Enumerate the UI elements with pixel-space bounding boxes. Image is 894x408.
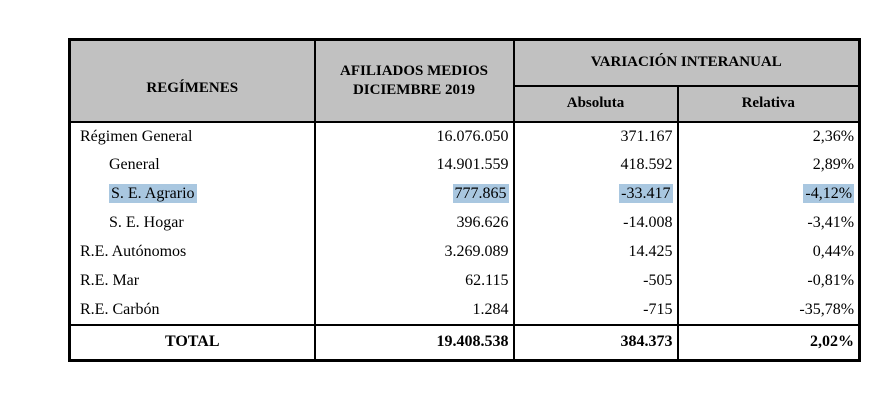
regime-label: Régimen General: [80, 127, 193, 145]
relativa-cell: [678, 151, 860, 180]
regime-label: R.E. Mar: [80, 272, 140, 289]
header-regimenes: REGÍMENES: [70, 40, 315, 122]
absoluta-cell: [514, 296, 678, 325]
relativa-value: 0,44%: [812, 243, 855, 260]
header-afiliados-line2: DICIEMBRE 2019: [352, 81, 476, 98]
total-afiliados-cell: [315, 325, 514, 361]
total-label-cell: [70, 325, 315, 361]
afiliados-value: 16.076.050: [436, 127, 509, 145]
regime-label-cell: [70, 151, 315, 180]
absoluta-value-highlighted: -33.417: [621, 185, 671, 202]
afiliados-value: 62.115: [465, 272, 509, 289]
absoluta-cell: [514, 151, 678, 180]
regime-label-cell: [70, 296, 315, 325]
afiliados-cell: [315, 180, 514, 209]
regime-label: S. E. Hogar: [109, 214, 184, 231]
table-row-re-autonomos: [70, 238, 860, 267]
relativa-value-highlighted: -4,12%: [805, 185, 853, 202]
absoluta-value: 14.425: [628, 243, 673, 260]
relativa-cell: [678, 180, 860, 209]
absoluta-value: -505: [643, 272, 673, 289]
afiliados-cell: [315, 209, 514, 238]
relativa-value: 2,36%: [812, 127, 855, 145]
afiliados-value: 1.284: [472, 300, 509, 318]
header-row-top: [70, 40, 860, 86]
total-label: TOTAL: [164, 333, 220, 351]
header-absoluta: Absoluta: [514, 86, 678, 122]
affiliation-table: [68, 38, 861, 362]
absoluta-cell: [514, 209, 678, 238]
table-row-general: [70, 151, 860, 180]
table-row-re-carbon: [70, 296, 860, 325]
table-row-total: [70, 325, 860, 361]
absoluta-value: -715: [643, 300, 673, 318]
regime-label: R.E. Carbón: [80, 300, 160, 318]
afiliados-value-highlighted: 777.865: [454, 185, 507, 202]
table-row-se-hogar: [70, 209, 860, 238]
relativa-cell: [678, 296, 860, 325]
relativa-value: -0,81%: [807, 272, 855, 289]
afiliados-value: 3.269.089: [444, 243, 509, 260]
header-relativa: Relativa: [678, 86, 860, 122]
regime-label-cell: [70, 238, 315, 267]
relativa-value: -3,41%: [807, 214, 855, 231]
total-relativa-cell: [678, 325, 860, 361]
relativa-cell: [678, 238, 860, 267]
afiliados-value: 14.901.559: [436, 156, 509, 173]
table-row-se-agrario: [70, 180, 860, 209]
absoluta-cell: [514, 180, 678, 209]
afiliados-cell: [315, 296, 514, 325]
afiliados-cell: [315, 151, 514, 180]
header-afiliados-line1: AFILIADOS MEDIOS: [340, 63, 488, 79]
absoluta-cell: [514, 238, 678, 267]
regime-label-cell: [70, 122, 315, 151]
total-absoluta-cell: [514, 325, 678, 361]
absoluta-cell: [514, 267, 678, 296]
relativa-value: -35,78%: [799, 300, 855, 318]
absoluta-value: 371.167: [620, 127, 673, 145]
afiliados-cell: [315, 122, 514, 151]
table-row-re-mar: [70, 267, 860, 296]
afiliados-value: 396.626: [456, 214, 509, 231]
relativa-cell: [678, 209, 860, 238]
relativa-cell: [678, 267, 860, 296]
absoluta-value: -14.008: [623, 214, 673, 231]
regime-label-cell: [70, 180, 315, 209]
header-afiliados-medios: [315, 40, 514, 122]
afiliados-cell: [315, 238, 514, 267]
absoluta-cell: [514, 122, 678, 151]
afiliados-cell: [315, 267, 514, 296]
relativa-value: 2,89%: [812, 156, 855, 173]
regime-label: R.E. Autónomos: [80, 243, 187, 260]
total-absoluta-value: 384.373: [620, 333, 673, 351]
total-afiliados-value: 19.408.538: [436, 333, 509, 351]
regime-label-cell: [70, 209, 315, 238]
relativa-cell: [678, 122, 860, 151]
total-relativa-value: 2,02%: [810, 333, 855, 351]
regime-label: General: [109, 156, 160, 173]
regime-label-cell: [70, 267, 315, 296]
table-row-regimen-general: [70, 122, 860, 151]
absoluta-value: 418.592: [620, 156, 673, 173]
regime-label-highlighted: S. E. Agrario: [111, 185, 195, 202]
affiliation-table-container: [68, 38, 861, 362]
header-variacion-interanual: VARIACIÓN INTERANUAL: [514, 40, 860, 86]
